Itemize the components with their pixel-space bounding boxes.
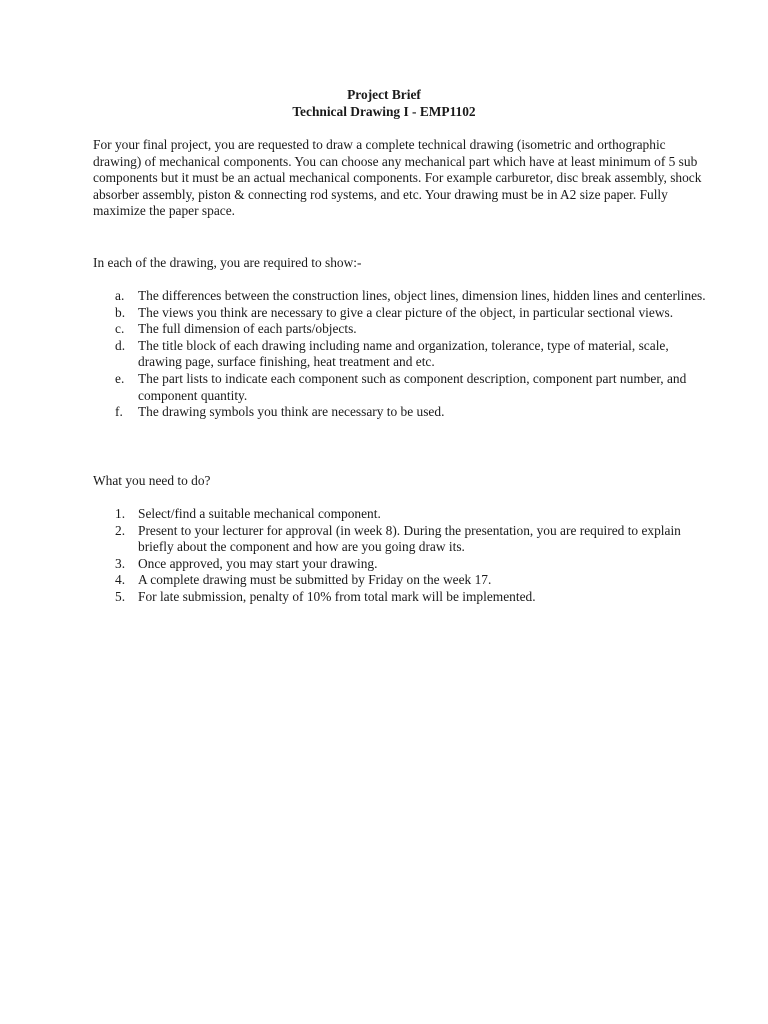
list-item [93,321,713,338]
list-marker: b. [115,304,126,320]
list-item-text: For late submission, penalty of 10% from total mark will be implemented. [138,588,536,604]
list-marker: a. [115,288,125,303]
list-item-text: Once approved, you may start your drawing. [138,555,378,571]
list-item-text: The differences between the construction lines, object lines, dimension lines, hidden lines and centerlines. [138,288,706,303]
list-marker: c. [115,321,125,337]
list-item [93,506,713,523]
list-item [93,589,713,606]
list-marker: 3. [115,555,126,571]
list-item [93,371,713,404]
todo-lead: What you need to do? [93,473,211,488]
document-subtitle: Technical Drawing I - EMP1102 [292,104,476,119]
list-marker: f. [115,404,123,420]
list-item-text: The drawing symbols you think are necessary to be used. [138,404,445,420]
list-item-text: The full dimension of each parts/objects. [138,321,357,337]
todo-list [93,506,713,606]
list-item [93,572,713,589]
list-item [93,338,713,371]
title-block [0,86,768,120]
list-item [93,305,713,322]
list-marker: 1. [115,506,126,521]
requirements-list [93,288,713,421]
list-item-text: The title block of each drawing including name and organization, tolerance, type of material, scale, drawing page, surface finishing, heat treatment and etc. [138,337,669,370]
list-marker: 4. [115,572,126,588]
list-marker: d. [115,337,126,353]
list-item-text: The part lists to indicate each component such as component description, component part number, and component quantity. [138,370,687,403]
document-title: Project Brief [347,87,421,102]
list-item [93,523,713,556]
intro-paragraph: For your final project, you are requested to draw a complete technical drawing (isometric and orthographic drawing) of mechanical components. You can choose any mechanical part which have at least minimum of 5 sub components but it must be an actual mechanical components. For example carburetor, disc break assembly, shock absorber assembly, piston & connecting rod systems, and etc. Your drawing must be in A2 size paper. Fully maximize the paper space. [93,137,702,219]
list-item-text: Present to your lecturer for approval (in week 8). During the presentation, you are required to explain briefly about the component and how are you going draw its. [138,522,681,555]
list-item [93,404,713,421]
list-item [93,556,713,573]
list-item-text: Select/find a suitable mechanical component. [138,506,381,521]
list-marker: 2. [115,522,126,538]
list-marker: e. [115,370,125,386]
list-item [93,288,713,305]
list-marker: 5. [115,588,126,604]
list-item-text: The views you think are necessary to give a clear picture of the object, in particular sectional views. [138,304,674,320]
requirements-lead: In each of the drawing, you are required to show:- [93,255,362,270]
list-item-text: A complete drawing must be submitted by Friday on the week 17. [138,572,492,588]
